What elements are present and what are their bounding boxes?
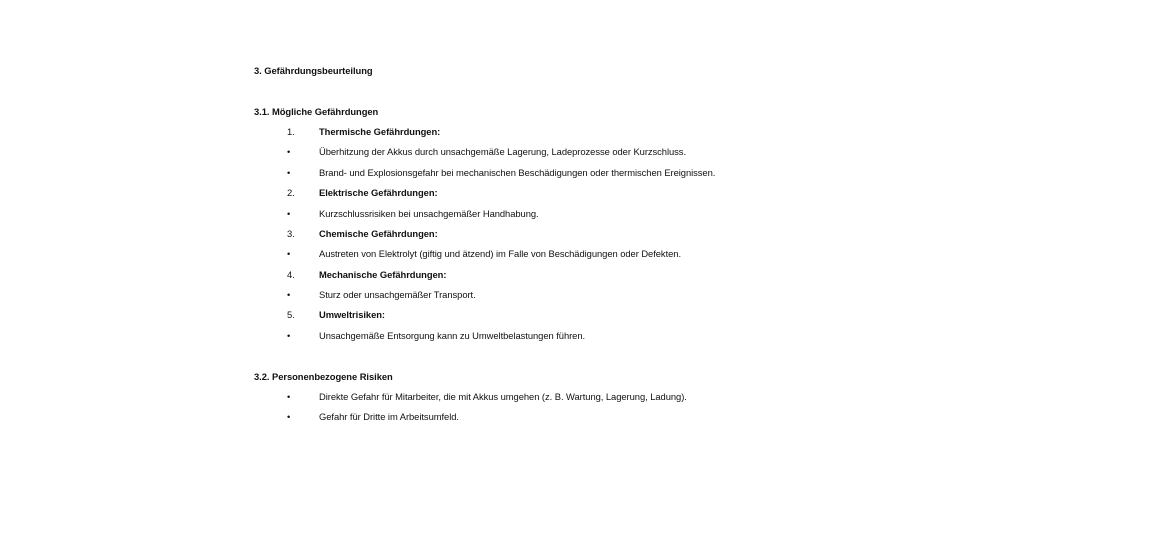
list-item-text: Unsachgemäße Entsorgung kann zu Umweltbelastungen führen. (319, 330, 586, 341)
bullet: • (287, 208, 291, 219)
list-item-text: Direkte Gefahr für Mitarbeiter, die mit Akkus umgehen (z. B. Wartung, Lagerung, Ladung). (319, 391, 687, 402)
list-number: 3. (287, 228, 295, 239)
bullet: • (287, 146, 291, 157)
list-number: 2. (287, 187, 295, 198)
bullet: • (287, 167, 291, 178)
bullet: • (287, 391, 291, 402)
list-item-text: Überhitzung der Akkus durch unsachgemäße Lagerung, Ladeprozesse oder Kurzschluss. (319, 146, 686, 157)
section-title: 3. Gefährdungsbeurteilung (254, 65, 373, 76)
subsection-title-personal-risks: 3.2. Personenbezogene Risiken (254, 371, 393, 382)
list-item-heading: Elektrische Gefährdungen: (319, 187, 438, 198)
bullet: • (287, 248, 291, 259)
list-item-heading: Chemische Gefährdungen: (319, 228, 438, 239)
list-item-heading: Umweltrisiken: (319, 309, 385, 320)
bullet: • (287, 411, 291, 422)
list-item-text: Brand- und Explosionsgefahr bei mechanischen Beschädigungen oder thermischen Ereignissen. (319, 167, 716, 178)
subsection-title-possible-hazards: 3.1. Mögliche Gefährdungen (254, 106, 379, 117)
list-item-text: Kurzschlussrisiken bei unsachgemäßer Handhabung. (319, 208, 539, 219)
list-number: 4. (287, 269, 295, 280)
list-item-text: Austreten von Elektrolyt (giftig und ätzend) im Falle von Beschädigungen oder Defekten. (319, 248, 682, 259)
list-item-heading: Mechanische Gefährdungen: (319, 269, 447, 280)
list-item-text: Sturz oder unsachgemäßer Transport. (319, 289, 476, 300)
bullet: • (287, 289, 291, 300)
bullet: • (287, 330, 291, 341)
list-number: 5. (287, 309, 295, 320)
list-number: 1. (287, 126, 295, 137)
list-item-text: Gefahr für Dritte im Arbeitsumfeld. (319, 411, 459, 422)
list-item-heading: Thermische Gefährdungen: (319, 126, 441, 137)
